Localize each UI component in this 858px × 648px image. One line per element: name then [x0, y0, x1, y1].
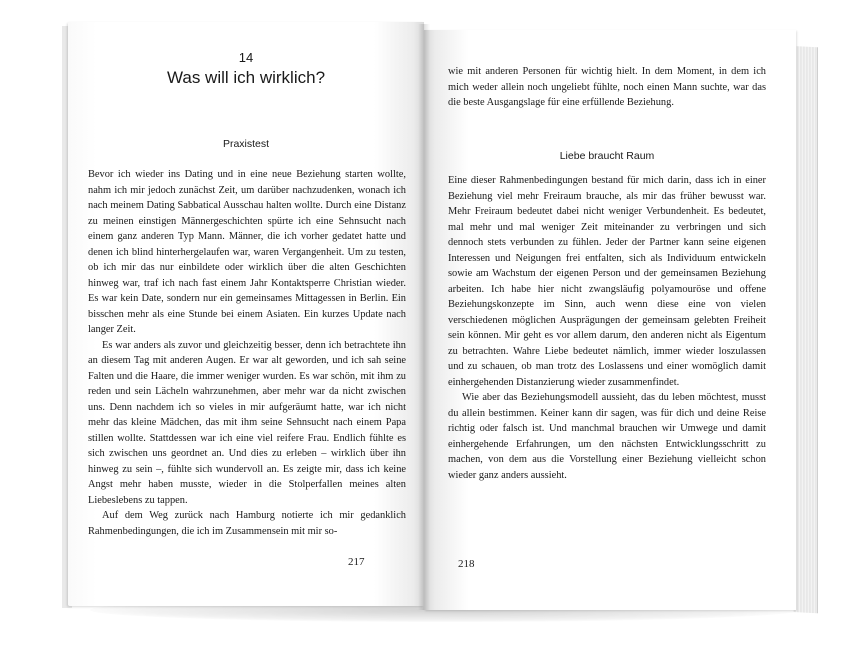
chapter-number: 14 — [238, 50, 254, 65]
page-number-left: 217 — [348, 556, 365, 568]
page-number-right: 218 — [458, 558, 475, 570]
book-gutter — [418, 24, 430, 610]
right-page-edges — [793, 46, 818, 613]
chapter-title: Was will ich wirklich? — [166, 68, 326, 87]
paragraph: Bevor ich wieder ins Dating und in eine neue Beziehung starten wollte, nahm ich mir jedoch zunächst Zeit, um darüber nachzudenken, wonach ich nach meinem Dating Sabbatical Ausschau halten wollte. Durch eine Distanz zu meinen einstigen Männergeschichten spürte ich eine Sehnsucht nach einem ganz anderen Typ Mann. Männer, die ich vorher gedatet hatte und denen ich blind hinterhergelaufen war, waren Vergangenheit. Um zu testen, ob ich mir das nur einbildete oder wirklich über die alten Geschichten hinweg war, traf ich nach fast einem Jahr Kontaktsperre Christian wieder. Es war kein Date, sondern nur ein gemeinsames Mittagessen in Berlin. Ein bisschen mehr als eine Stunde bei einem Asiaten. Ein kurzes Update nach langer Zeit. — [88, 169, 406, 335]
paragraph: Auf dem Weg zurück nach Hamburg notierte ich mir gedanklich Rahmenbedingungen, die ich im Zusammensein mit mir so- — [88, 510, 406, 537]
section-heading-praxistest: Praxistest — [222, 138, 270, 150]
left-body-text — [88, 167, 406, 539]
paragraph: Es war anders als zuvor und gleichzeitig besser, denn ich betrachtete ihn an diesem Tag mit anderen Augen. Er war alt geworden, und ich sah seine Falten und die Haare, die immer weniger wurden. Es war schön, mit ihm zu reden und sein Lächeln wahrzunehmen, aber mehr war da nicht zwischen uns. Denn nachdem ich so vieles in mir aufgeräumt hatte, war ich nicht mehr das kleine Mädchen, das mit ihm seine Sehnsucht nach einem Papa stillen wollte. Stattdessen war ich eine viel reifere Frau. Endlich fühlte es sich zwischen uns geordnet an. Und dies zu erleben – wirklich über ihn hinweg zu sein –, fühlte sich wundervoll an. Es zeigte mir, dass ich keine Angst mehr haben musste, wieder in die Stolperfallen meines alten Liebeslebens zu tappen. — [88, 339, 406, 506]
left-page — [68, 22, 424, 606]
section-heading-liebe-braucht-raum: Liebe braucht Raum — [559, 150, 655, 162]
right-intro-text — [448, 64, 766, 111]
paragraph: Wie aber das Beziehungsmodell aussieht, das du leben möchtest, musst du allein bestimmen. Keiner kann dir sagen, was für dich und deine Reise richtig oder falsch ist. Und manchmal brauchen wir Umwege und damit einhergehende Erfahrungen, um den nächsten Entwicklungsschritt zu machen, von dem aus die Vorstellung einer Beziehung vielleicht schon wieder ganz anders aussieht. — [448, 392, 766, 481]
right-page — [424, 30, 796, 610]
paragraph: wie mit anderen Personen für wichtig hielt. In dem Moment, in dem ich mich weder allein noch ungeliebt fühlte, noch einen Mann suchte, war das die beste Ausgangslage für eine erfüllende Beziehung. — [448, 66, 766, 108]
paragraph: Eine dieser Rahmenbedingungen bestand für mich darin, dass ich in einer Beziehung viel mehr Freiraum brauche, als mir das früher bewusst war. Mehr Freiraum bedeutet dabei nicht weniger Verbundenheit. Es bedeutet, mal mehr und mal weniger Zeit miteinander zu verbringen und sich dennoch stets verbunden zu fühlen. Jeder der Partner kann seine eigenen Interessen und Neigungen frei entfalten, sich als Individuum entwickeln sowie am Wachstum der eigenen Person und der gemeinsamen Beziehung arbeiten. Ich habe hier nicht zwangsläufig polyamouröse und offene Beziehungskonzepte im Sinn, auch wenn diese eine von vielen verschiedenen möglichen Ausprägungen der gemeinsam gelebten Freiheit sein können. Mir geht es vor allem darum, den anderen nicht als Eigentum zu betrachten. Wahre Liebe bedeutet nämlich, immer wieder loszulassen und zu schauen, ob man trotz des Loslassens und einer womöglich damit einhergehenden Distanzierung wieder zusammenfindet. — [448, 175, 766, 388]
right-body-text — [448, 173, 766, 483]
